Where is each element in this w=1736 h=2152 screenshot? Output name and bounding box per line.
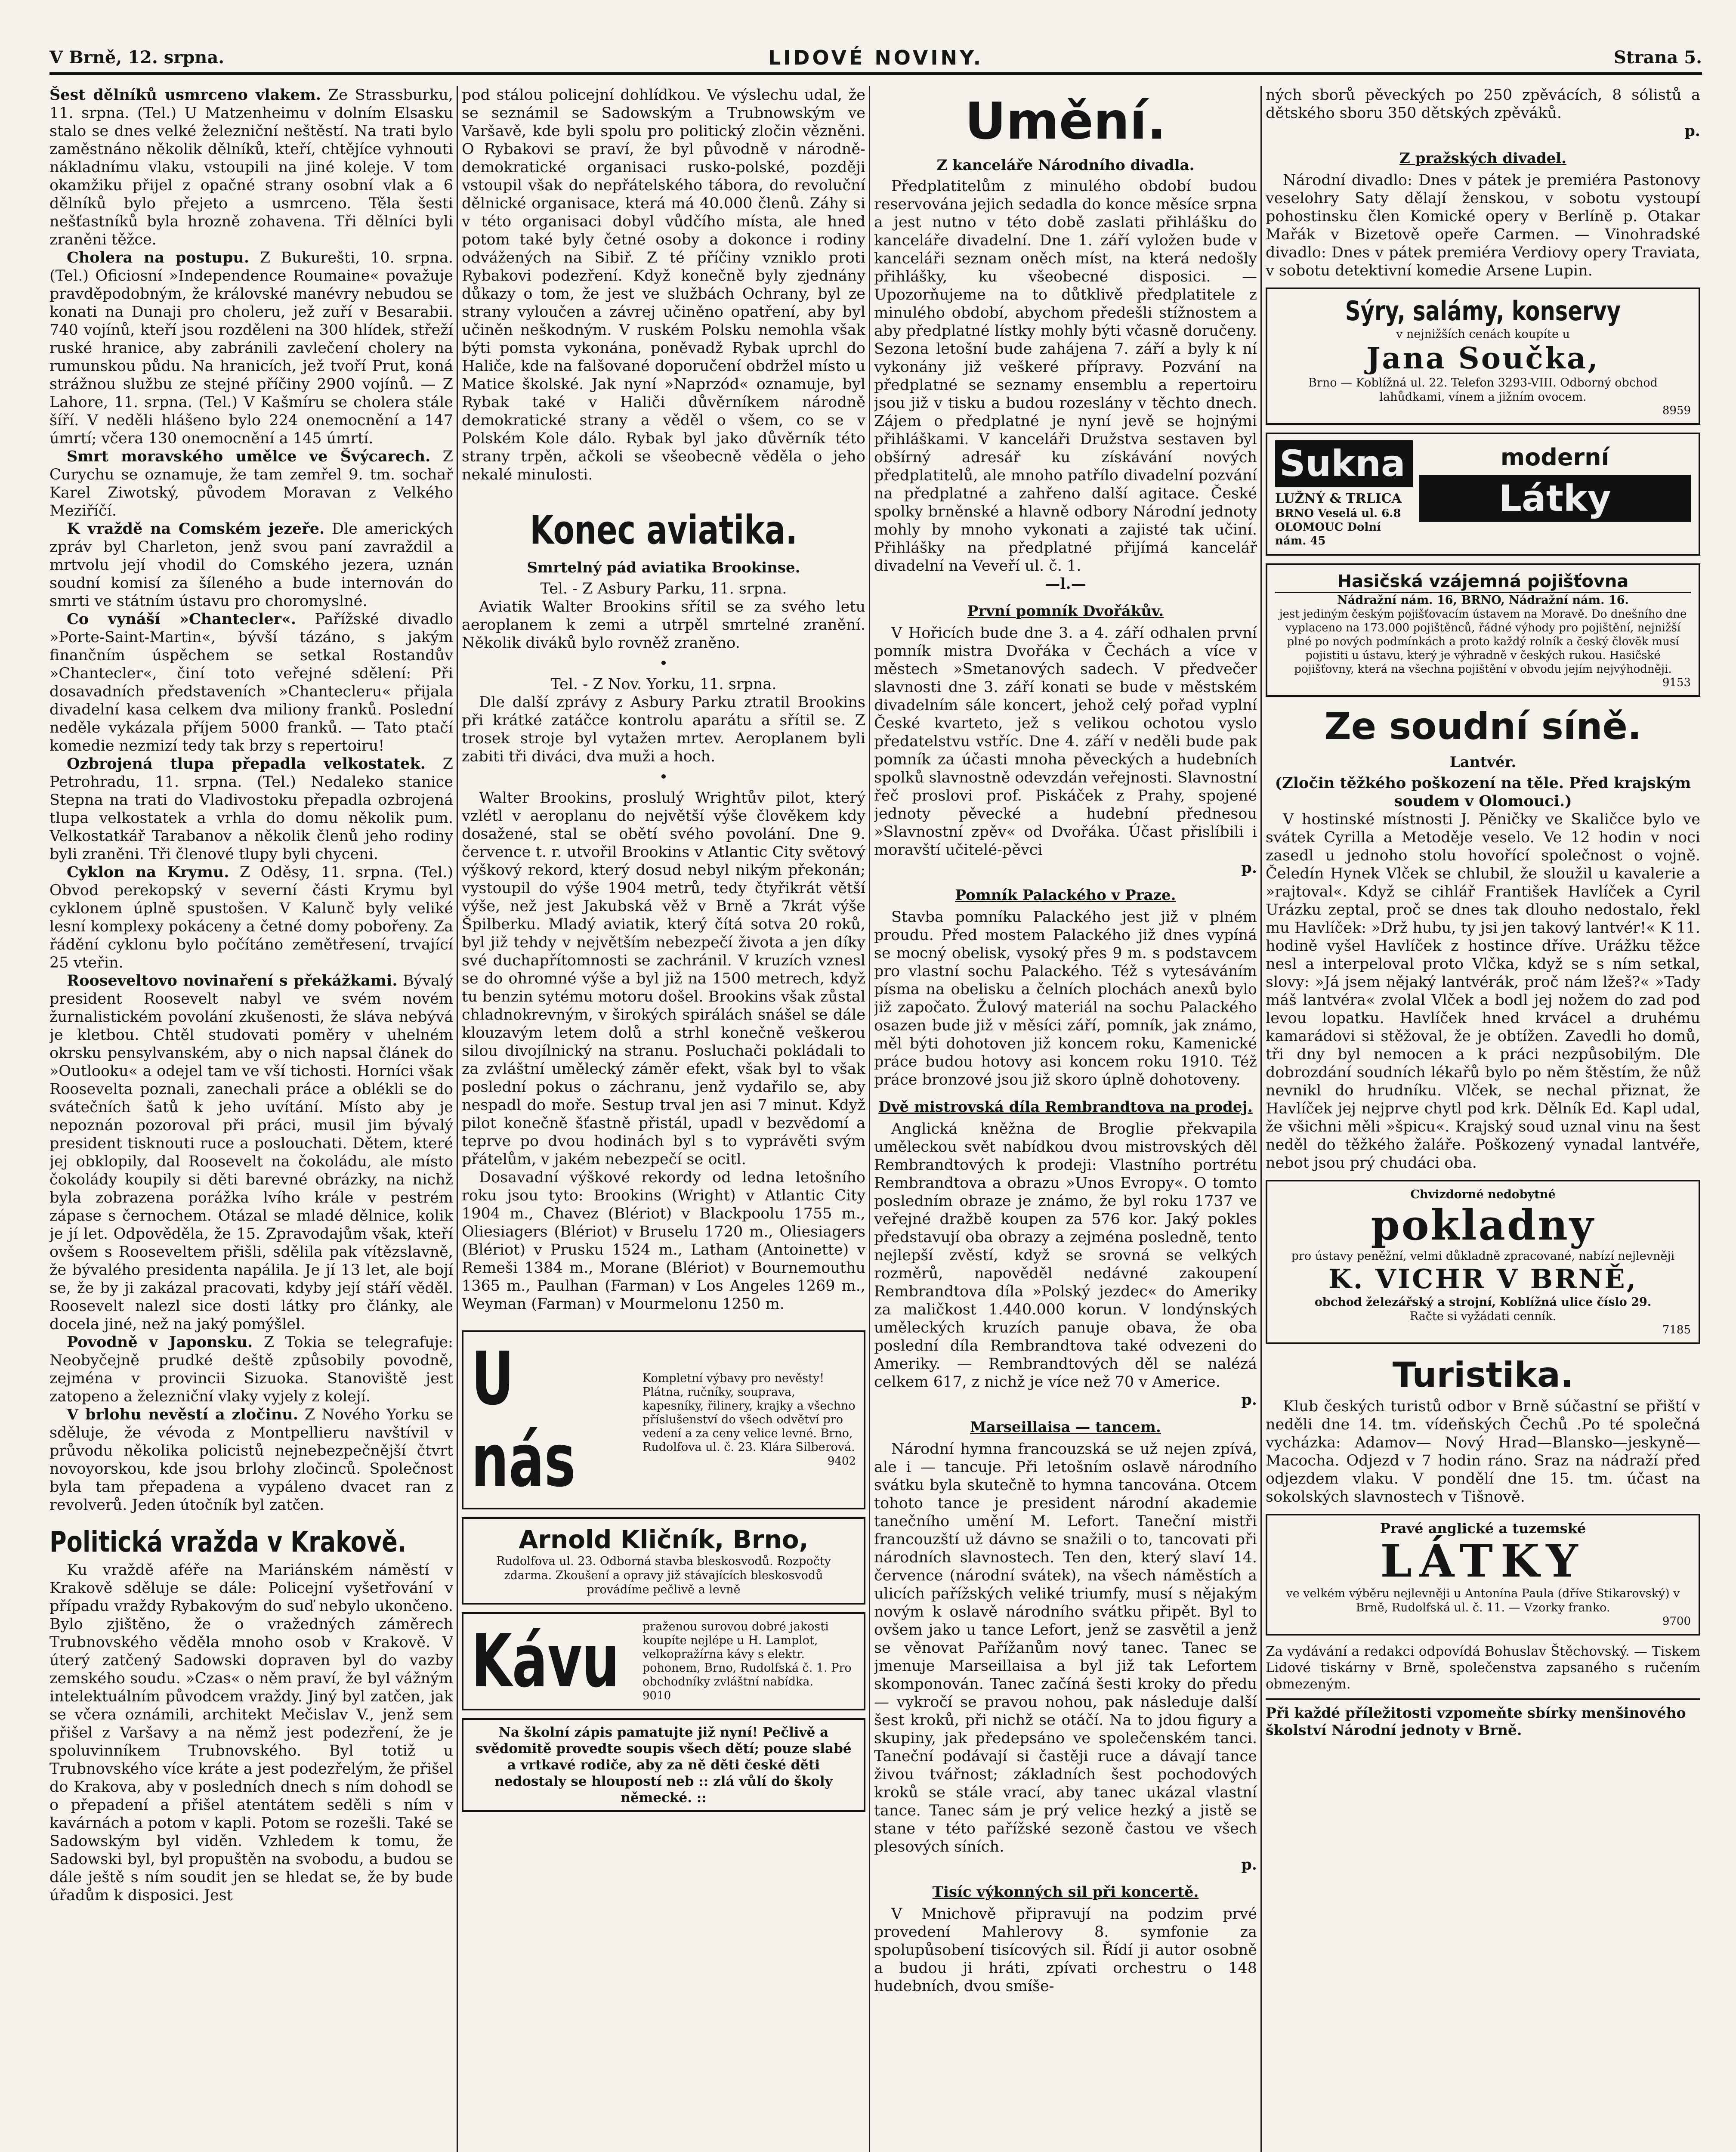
- dateline: Tel. - Z Asbury Parku, 11. srpna.: [540, 580, 787, 597]
- article-headline: První pomník Dvořákův.: [967, 602, 1164, 620]
- article-text: Ku vraždě aféře na Mariánském náměstí v Krakově sděluje se dále: Policejní vyšetřování v případu vraždy Rybakovým do suď nebylo ukončeno. Bylo zjištěno, že o vražedných záměrech Trubnovského věděla mnoho osob v Krakově. V úterý zatčený Sadowski dopraven byl do vazby zemského soudu. »Czas« o něm praví, že byl vážným intelektuálním původcem vraždy. Jiný byl zatčen, jak se včera oznámili, architekt Mečislav V., jenž sem přišel z Varšavy a na němž jest podezření, že je spoluvinníkem Trubnovského. Byl totiž u Trubnovského více kráte a jest podezřelým, že přišel do Krakova, aby v posledních dnech s ním dohodl se o přepadení a přišel atentátem seděli s ním v kavárnách a potom v kapli. Potom se rozešli. Také se Sadowským byl viděn. Vzhledem k tomu, že Sadowski byl, byl propuštěn na svobodu, a budou se dále ještě s ním soudit jen se hledat se, že by bude úřadům k disposici. Jest: [49, 1561, 453, 1905]
- ad-headline: Sýry, salámy, konservy: [1345, 295, 1621, 327]
- ad-text: Pravé anglické a tuzemské: [1380, 1520, 1586, 1537]
- article: [49, 863, 453, 972]
- article-text: Anglická kněžna de Broglie překvapila uměleckou svět nabídkou dvou mistrovských děl Rembrandtových k prodeji: Vlastního portrétu Rembrandtova a obrazu »Unos Evropy«. O tomto posledním obraze je známo, že byl roku 1737 ve veřejné dražbě koupen za 576 kor. Jaký pokles představují oba obrazy a zejména posledně, tento nejlepší zvěstí, když se srovná se velkých rozměrů, napověděl nedávné zakoupení Rembrandtova díla »Polský jezdec« do Ameriky za maličkost 1.440.000 korun. V londýnských uměleckých kruzích panuje obava, že oba poslední díla Rembrandtova také odvezeni do Ameriky. — Rembrandtových děl se nalézá celkem 617, z nichž je více než 70 v Americe.: [874, 1120, 1257, 1391]
- appeal-text: Při každé příležitosti vzpomeňte sbírky menšinového školství Národní jednoty v Brně.: [1266, 1698, 1700, 1739]
- separator: •: [659, 655, 668, 672]
- article-signature: p.: [1241, 859, 1257, 877]
- article-text: Dle další zprávy z Asbury Parku ztratil Brookins při krátké zatáčce kontrolu aparátu a sřítil se. Z trosek stroje byl vytažen mrtev. Aeroplanem byli zabiti tři diváci, dva muži a hoch.: [462, 693, 865, 765]
- article: [49, 1333, 453, 1406]
- column-rule: [869, 86, 870, 2152]
- article-subheadline: Smrtelný pád aviatika Brookinse.: [527, 559, 800, 576]
- article-text: Dosavadní výškové rekordy od ledna letošního roku jsou tyto: Brookins (Wright) v Atlantic City 1904 m., Chavez (Blériot) v Blackpoolu 1755 m., Oliesiagers (Blériot) v Bruselu 1720 m., Oliesiagers (Blériot) v Prusku 1524 m., Latham (Antoinette) v Remeši 1384 m., Morane (Blériot) v Bournemouthu 1365 m., Paulhan (Farman) v Los Angeles 1269 m., Weyman (Farman) v Mourmelonu 1250 m.: [462, 1169, 865, 1313]
- article-text: V Hořicích bude dne 3. a 4. září odhalen první pomník mistra Dvořáka v Čechách a více v městech »Smetanových sadech. V předvečer slavnosti dne 3. září konati se bude v městském divadelním sále koncert, jehož celý pořad vyplní České kvarteto, jež s velikou ochotou vyslo předatelstvu vstříc. Dne 4. září v neděli bude pak pomník za účasti mnoha pěveckých a hudebních spolků slavnostně odevzdán veřejnosti. Slavnostní řeč proslovi prof. Piskáček z Prahy, spojené jednoty pěvecké a hudební přednesou »Slavnostní zpěv« od Dvořáka. Účast přislíbili i moravští učitelé-pěvci: [874, 624, 1257, 859]
- ad-text: Nádražní nám. 16, BRNO, Nádražní nám. 16.: [1337, 594, 1629, 607]
- article-headline: Šest dělníků usmrceno vlakem.: [49, 86, 321, 104]
- article-headline: Lantvér.: [1449, 754, 1517, 771]
- article-text: Stavba pomníku Palackého jest již v plném proudu. Před mostem Palackého již dnes vypíná se mocný obelisk, vysoký přes 9 m. s podstavcem pro vlastní sochu Palackého. Též s vytesáváním písma na obelisku a čelních plochách anexů bylo již započato. Žulový materiál na sochu Palackého osazen bude již v měsíci září, pomník, jak známo, měl býti dohotoven již koncem roku, Kamenické práce budou hotovy asi koncem roku 1910. Též práce bronzové jsou již skoro úplně dohotoveny.: [874, 908, 1257, 1088]
- advertisement: [462, 1330, 865, 1509]
- ad-text: Chvizdorné nedobytné: [1410, 1188, 1556, 1202]
- article-headline: Dvě mistrovská díla Rembrandtova na prodej.: [878, 1098, 1253, 1116]
- article-headline: Z pražských divadel.: [1399, 150, 1567, 167]
- ad-number: 8959: [1662, 404, 1691, 417]
- article-text: Z Tokia se telegrafuje: Neobyčejně prudké deště způsobily povodně, zejména v provincii Sizuoka. Stanoviště jest zatopeno a železniční vlaky vyjely z kolejí.: [49, 1334, 453, 1405]
- article-text: Předplatitelům z minulého období budou reservována jejich sedadla do konce měsíce srpna a jest nutno v této době zaslati přihlášku do kanceláře divadelní. Dne 1. září vyložen bude v kanceláři seznam oněch míst, na která nedošly přihlášky, ku všeobecné disposici. — Upozorňujeme na to důtklivě předplatitele z minulého období, abychom předešli stížnostem a aby předplatné lístky mohly býti včasně doručeny. Sezona letošní bude zahájena 7. září a byly k ní vykonány již veškeré přípravy. Pozvání na předplatné se seznamy ensemblu a repertoiru jsou již v tisku a budou rozeslány v těchto dnech. Zájem o předplatné je nyní jevě se hojnými přihláškami. V kanceláři Družstva sestaven byl obšírný adresář ku získávání nových předplatitelů, ale mnoho patřílo divadelní pozvání na předplatné a zahřeno další agitace. České spolky brněnské a hlavně odbory Národní jednoty mohly by mnoho vykonati a zajisté tak učiní. Přihlášky na předplatné přijímá kancelář divadelní na Veveří ul. č. 1.: [874, 177, 1257, 575]
- article-text: V hostinské místnosti J. Pěničky ve Skaličce bylo ve svátek Cyrilla a Metoděje veselo. Ve 12 hodin v noci zasedl u jednoho stolu hovořící společnost o vojně. Čeledín Hynek Vlček se chlubil, že sloužil u kavalerie a »rajtoval«. Když se cihlář František Havlíček a Cyril Urázku zeptal, proč se dnes tak dlouho nedostalo, řekl mu Havlíček: »Drž hubu, ty jsi jen takový lantvér!« K 11. hodině vyšel Havlíček z hostince dříve. Urážku těžce nesl a interpeloval proto Vlčka, když se s ním setkal, slovy: »Já jsem nějaký lantvérák, proč nám lžeš?« »Tady máš lantvéra« zvolal Vlček a bodl jej nožem do zad pod levou lopatku. Havlíček hned krvácel a druhému kamarádovi si stěžoval, že je obtížen. Zavedli ho domů, tři dny byl nemocen a k práci nezpůsobilým. Dle dobrozdání soudních lékařů bylo po něm štěstím, že nůž nevnikl do hrudníku. Vlček, se nechal přiznat, že Havlíček jej nejprve chytl pod krk. Dělník Ed. Kapl udal, že všichni měli »špicu«. Krajský soud uznal vinu na šest neděl do těžkého žaláře. Poškozený vynadal lantvéře, nebot jsou prý chudáci oba.: [1266, 811, 1700, 1172]
- ad-headline: Kávu: [471, 1618, 620, 1704]
- imprint: Za vydávání a redakci odpovídá Bohuslav Štěchovský. — Tiskem Lidové tiskárny v Brně, společenstva zapsaného s ručením obmezeným.: [1266, 1644, 1700, 1692]
- advertisement: [462, 1517, 865, 1605]
- article-headline: Z kanceláře Národního divadla.: [936, 156, 1195, 174]
- ad-name: Jana Součka,: [1366, 341, 1600, 376]
- article: [49, 610, 453, 755]
- section-headline: Konec aviatika.: [530, 507, 797, 553]
- masthead-date: V Brně, 12. srpna.: [49, 47, 225, 68]
- ad-text: Brno — Koblížná ul. 22. Telefon 3293-VIII. Odborný obchod lahůdkami, vínem a jižním ovocem.: [1308, 376, 1658, 404]
- article-text: pod stálou policejní dohlídkou. Ve výslechu udal, že se seznámil se Sadowským a Trubnowským ve Varšavě, kde byli spolu pro politický zločin vězněni. O Rybakovi se praví, že byl původně v národně-demokratické organisaci rusko-polské, později vstoupil však do nepřátelského tábora, do revoluční dělnické organisace, která má 40.000 členů. Záhy si v této organisaci dobyl vůdčího místa, ale hned potom také byly četné osoby a dokonce i rodiny odvážených na Sibiř. Z té příčiny vzniklo proti Rybakovi podezření. Když konečně byly zjednány důkazy o tom, že jest ve službách Ochrany, byl ze strany vyloučen a závrej učiněno opatření, aby byl učiněn neškodným. V ruském Polsku nemohla však býti pomsta vykonána, poněvadž Rybak uprchl do Haliče, kde na falšované doporučení obdržel místo u Matice školské. Jak nyní »Naprzód« oznamuje, byl Rybak také v Haliči důvěrníkem národně demokratické strany a věděl o všem, co se v Polském Kole dálo. Rybak byl jako důvěrník této strany trpěn, ačkoli se všeobecně věděla o jeho nekalé minulosti.: [462, 87, 865, 483]
- ad-headline: Hasičská vzájemná pojišťovna: [1275, 571, 1691, 593]
- article-headline: Smrt moravského umělce ve Švýcarech.: [67, 448, 431, 465]
- ad-headline: pokladny: [1371, 1201, 1595, 1250]
- advertisement: [1266, 288, 1700, 425]
- article-headline: Pomník Palackého v Praze.: [955, 886, 1176, 904]
- separator: •: [659, 768, 668, 786]
- article-headline: Ozbrojená tlupa přepadla velkostatek.: [67, 755, 426, 773]
- ad-text: moderní: [1500, 444, 1609, 471]
- ad-text: v nejnižších cenách koupíte u: [1396, 328, 1570, 341]
- ad-number: 9153: [1662, 676, 1691, 689]
- article-headline: Cholera na postupu.: [67, 249, 250, 266]
- article-headline: Co vynáší »Chantecler«.: [67, 610, 297, 628]
- ad-text: jest jediným českým pojišťovacím ústavem na Moravě. Do dnešního dne vyplaceno na 173.000 pojištěnců, řádné výhody pro pojištění, nejnižší plné po nových podmínkách a proto každý rolník a český člověk musí pojistiti u ústavu, který je výhradně v českých rukou. Hasičské pojišťovny, která na všechna pojištění v obvodu jejím nejvýhodněji.: [1279, 608, 1687, 676]
- article-text: Z Nového Yorku se sděluje, že vévoda z Montpellieru navštívil v průvodu několika policistů nejnebezpečnější čtvrt novoyorskou, kde jsou brlohy zločinců. Společnost byla tam přepadena a vypáleno dvacet ran z revolverů. Jeden útočník byl zatčen.: [49, 1406, 453, 1514]
- ad-firm: LUŽNÝ & TRLICA: [1275, 491, 1402, 506]
- ad-headline: U nás: [471, 1336, 576, 1503]
- advertisement: [462, 1612, 865, 1710]
- article-headline: K vraždě na Comském jezeře.: [67, 520, 325, 538]
- advertisement: [1266, 433, 1700, 556]
- article-text: Klub českých turistů odbor v Brně súčastní se přiští v neděli dne 14. tm. vídeňských Čechů .Po té společná vycházka: Adamov— Nový Hrad—Blansko—jeskyně—Macocha. Odjezd v 7 hodin ráno. Sraz na nádraží před odjezdem vlaku. V pondělí dne 15. tm. účast na sokolských slavnostech v Tišnově.: [1266, 1398, 1700, 1506]
- article-text: Aviatik Walter Brookins sřítil se za svého letu aeroplanem k zemi a utrpěl smrtelné zranění. Několik diváků bylo rovněž zraněno.: [462, 598, 865, 652]
- masthead: [49, 46, 1702, 75]
- article-headline: Marseillaisa — tancem.: [970, 1418, 1161, 1436]
- column-3: [874, 86, 1257, 2152]
- section-headline: Politická vražda v Krakově.: [49, 1525, 407, 1558]
- masthead-title: LIDOVÉ NOVINY.: [768, 46, 984, 69]
- article: [49, 448, 453, 520]
- column-4: [1266, 86, 1700, 2152]
- article-text: Z Oděsy, 11. srpna. (Tel.) Obvod perekopský v severní části Krymu byl cyklonem úplně spustošen. V Kalunč byly veliké lesní komplexy pokáceny a četné domy pobořeny. Za řádění cyklonu bylo počítáno zemětřesení, trvající 25 vteřin.: [49, 864, 453, 971]
- article: [49, 249, 453, 448]
- article-signature: p.: [1241, 1391, 1257, 1409]
- article-text: Pařížské divadlo »Porte-Saint-Martin«, bývší tázáno, s jakým finančním úspěchem se setkal Rostandův »Chantecler«, činí toto veřejné sdělení: Při dosavadních představeních »Chantecleru« přijala divadelní kasa celkem dva miliony franků. Poslední neděle vykázala příjem 5000 franků. — Tato ptačí komedie nezmizí tedy tak brzy s repertoiru!: [49, 611, 453, 754]
- dateline: Tel. - Z Nov. Yorku, 11. srpna.: [550, 675, 777, 693]
- article-headline: Povodně v Japonsku.: [67, 1333, 253, 1351]
- advertisement: [1266, 1180, 1700, 1344]
- article-text: Ze Strassburku, 11. srpna. (Tel.) U Matzenheimu v dolním Elsasku stalo se dnes velké železniční neštěstí. Na trati bylo zaměstnáno několik dělníků, kteří, chtějíce vyhnouti nákladnímu vlaku, vstoupili na jiné koleje. V tom okamžiku přijel z opačné strany osobní vlak a 6 dělníků bylo přejeto a usmrceno. Těla šesti nešťastníků byla hrozně zohavena. Tři dělníci byli zraněni těžce.: [49, 87, 453, 248]
- ad-number: 7185: [1662, 1323, 1691, 1337]
- ad-headline: LÁTKY: [1380, 1534, 1586, 1588]
- section-headline: Turistika.: [1392, 1355, 1574, 1395]
- article-headline: Tisíc výkonných sil při koncertě.: [932, 1883, 1199, 1901]
- article-headline: Cyklon na Krymu.: [67, 863, 229, 881]
- column-rule: [457, 86, 458, 2152]
- article-text: Národní hymna francouzská se už nejen zpívá, ale i — tancuje. Při letošním oslavě národního svátku byla skutečně to hymna tancována. Otcem tohoto tance je president národní akademie tanečního umění M. Lefort. Taneční mistři francouzští už dávno se snažili o to, tancovati při národních slavnostech. Ten den, který slaví 14. července (národní svátek), na všech náměstích a ulicích pařížských veliké triumfy, musí s nějakým novým k oslavě národního svátku připět. Byl to ovšem jako u tance Lefort, jenž se zasvětil a jenž se věnovat Pařížanům nový tanec. Tanec se jmenuje Marseillaisa a byl již tak Lefortem skomponován. Tanec začíná šesti kroky do předu — vykročí se pravou nohou, pak následuje další šest kroků, při nichž se otáčí. Na to jdou figury a skupiny, jak předepsáno ve společenském tanci. Taneční podávají si častěji ruce a dávají tance živou tvářnost; základních šest pochodových kroků se stále vrací, aby tanec ukázal vlastní tance. Tanec sám je prý velice hezký a jistě se stane v této pařížské sezoně častou ve všech plesových síních.: [874, 1440, 1257, 1855]
- ad-number: 9700: [1662, 1615, 1691, 1628]
- article: [49, 86, 453, 249]
- article-text: ných sborů pěveckých po 250 zpěvácích, 8 sólistů a dětského sboru 350 dětských zpěváků.: [1266, 87, 1700, 122]
- article-text: Bývalý president Roosevelt nabyl ve svém novém žurnalistickém povolání zkušenosti, že sláva nebývá je kletbou. Chtěl studovati poměry v uhelném okrsku pensylvanském, aby o nich napsal článek do »Outlooku« a odejel tam ve vší tichosti. Horníci však Roosevelta poznali, zanechali práce a oblékli se do svátečních šatů k jeho uvítání. Místo aby je nepoznán pozoroval při práci, musil jim bývalý president tisknouti ruce a poslouchati. Dětem, které jej obklopily, dal Roosevelt na čokoládu, ale místo čokolády koupily si děti barevné obrázky, na nichž byla zobrazena porážka lvího krále v pestrém zápase s černochem. Otázal se mladé dělnice, kolik je jí let. Odpověděla, že 15. Zpravodajům však, kteří ovšem s Rooseveltem přišli, sdělila pak vítězslavně, že bývalého presidenta napálila. Je jí 13 let, ale bojí se, že by ji zakázal pracovati, kdyby její stáří věděl. Roosevelt nalezl sice dosti látky pro články, ale docela jiné, než na jaký pomýšlel.: [49, 972, 453, 1333]
- ad-text: ve velkém výběru nejlevněji u Antonína Paula (dříve Stikarovský) v Brně, Rudolfská ul. č. 11. — Vzorky franko.: [1286, 1587, 1680, 1615]
- article-text: Národní divadlo: Dnes v pátek je premiéra Pastonovy veselohry Saty dělají ženskou, v sobotu vystoupí pohostinsku člen Komické opery v Berlíně p. Otakar Mařák v Bizetově opeře Carmen. — Vinohradské divadlo: Dnes v pátek premiéra Verdiovy opery Traviata, v sobotu detektivní komedie Arsene Lupin.: [1266, 172, 1700, 279]
- article-headline: Rooseveltovo novinaření s překážkami.: [67, 972, 398, 989]
- article: [49, 972, 453, 1333]
- article-text: Z Petrohradu, 11. srpna. (Tel.) Nedaleko stanice Stepna na trati do Vladivostoku přepadla ozbrojená tlupa velkostatek a vrhla do domu několik pum. Velkostatkář Tarabanov a několik členů jeho rodiny byli zraněni. Tři členové tlupy byli chyceni.: [49, 755, 453, 863]
- article-signature: —l.—: [1045, 575, 1086, 593]
- ad-text: praženou surovou dobré jakosti koupíte nejlépe u H. Lamplot, velkopražírna kávy s elektr. pohonem, Brno, Rudolfská č. 1. Pro obchodníky zvláštní nabídka.: [643, 1620, 852, 1688]
- article-text: Z Curychu se oznamuje, že tam zemřel 9. tm. sochař Karel Ziwotský, původem Moravan z Velkého Meziříčí.: [49, 448, 453, 519]
- column-rule: [1260, 86, 1262, 2152]
- article-text: Z Bukurešti, 10. srpna. (Tel.) Oficiosní »Independence Roumaine« považuje pravděpodobným, že královské manévry nebudou se konati na Dunaji pro choleru, jež zuří v Besarabii. 740 vojínů, kteří jsou rozděleni na 300 hlídek, střeží ruské hranice, aby zabránili zavlečení cholery na rumunskou půdu. Na hranicích, jež tvoří Prut, koná strážnou službu ze stejné příčiny 2900 vojínů. — Z Lahore, 11. srpna. (Tel.) V Kašmíru se cholera stále šíří. V neděli hlášeno bylo 224 onemocnění a 147 úmrtí; včera 130 onemocnění a 145 úmrtí.: [49, 249, 453, 447]
- ad-headline: Látky: [1419, 475, 1691, 522]
- ad-headline: Sukna: [1275, 440, 1413, 487]
- ad-text: BRNO Veselá ul. 6.8 OLOMOUC Dolní nám. 45: [1275, 507, 1401, 547]
- ad-name: K. VICHR V BRNĚ,: [1328, 1263, 1638, 1295]
- article-text: Walter Brookins, proslulý Wrightův pilot, který vzlétl v aeroplanu do největší výše člověkem kdy dosažené, stal se obětí svého povolání. Dne 9. července t. r. utvořil Brookins v Atlantic City světový výškový rekord, který dosud nebyl nikým překonán; vystoupil do výše 1904 metrů, tedy čtyřikrát větší výše, než jest Jakubská věž v Brně a 7krát výše Špilberku. Mladý aviatik, který čítá sotva 20 roků, byl již tehdy v největším nebezpečí života a jen díky své duchapřítomnosti se zachránil. V kruzích vznesl se do ohromné výše a byl již na 1500 metrech, když tu benzin sytému motoru došel. Brookins však zůstal chladnokrevným, v širokých spirálách snášel se dále klouzavým letem dolů a strhl konečně veškerou silou divojílnický na stranu. Posluchači pokládali to za zvláštní umělecký záměr efekt, však byl to však poslední pokus o záchranu, jenž vydařilo se, aby nespadl do moře. Sestup trval jen asi 7 minut. Když pilot konečně šťastně přistál, upadl v bezvědomí a teprve po dvou hodinách byl s to vyprávěti svým přátelům, v jakém nebezpečí se ocitl.: [462, 789, 865, 1168]
- article-subheadline: (Zločin těžkého poškození na těle. Před krajským soudem v Olomouci.): [1275, 774, 1691, 810]
- advertisement: [1266, 563, 1700, 697]
- column-2: [462, 86, 865, 2152]
- section-headline: Ze soudní síně.: [1324, 705, 1642, 748]
- masthead-page-number: Strana 5.: [1613, 47, 1702, 68]
- article-signature: p.: [1684, 122, 1700, 140]
- ad-text: Rudolfova ul. 23. Odborná stavba bleskosvodů. Rozpočty zdarma. Zkoušení a opravy již stávajících bleskosvodů provádíme pečlivě a levně: [496, 1554, 831, 1596]
- ad-text: pro ústavy peněžní, velmi důkladně zpracované, nabízí nejlevněji: [1291, 1249, 1675, 1263]
- article: [49, 755, 453, 863]
- ad-text: Kompletní výbavy pro nevěsty! Plátna, ručníky, souprava, kapesníky, řilinery, krajky a všechno příslušenství do všech odvětví pro vedení a za ceny velice levné. Brno, Rudolfova ul. č. 23. Klára Silberová.: [643, 1371, 856, 1454]
- article: [49, 520, 453, 610]
- article-text: V Mnichově připravují na podzim prvé provedení Mahlerovy 8. symfonie za spolupůsobení tisícových sil. Řídí ji autor osobně a budou ji hráti, zpívati orchestru o 148 hudebních, dvou smíše-: [874, 1905, 1257, 1995]
- notice-box: Na školní zápis pamatujte již nyní! Pečlivě a svědomitě provedte soupis všech dětí; pouze slabé a vrtkavé rodiče, aby za ně děti české děti nedostaly se hloupostí neb :: zlá vůlí do školy německé. ::: [462, 1718, 865, 1812]
- ad-text: Račte si vyžádati cenník.: [1409, 1310, 1557, 1323]
- section-headline: Umění.: [964, 91, 1167, 151]
- column-1: [49, 86, 453, 2152]
- article-text: Dle amerických zpráv byl Charleton, jenž svou paní zavraždil a mrtvolu její vhodil do Comského jezera, uznán soudní komisí za šíleného a bude internován do smrti ve státním ústavu pro choromyslné.: [49, 520, 453, 610]
- advertisement: [1266, 1514, 1700, 1636]
- article: [49, 1406, 453, 1514]
- ad-number: 9402: [827, 1454, 856, 1468]
- ad-text: obchod železářský a strojní, Koblížná ulice číslo 29.: [1314, 1296, 1652, 1309]
- article-headline: V brlohu nevěstí a zločinu.: [67, 1406, 298, 1423]
- article-signature: p.: [1241, 1855, 1257, 1874]
- ad-number: 9010: [643, 1689, 671, 1702]
- ad-headline: Arnold Kličník, Brno,: [519, 1524, 809, 1554]
